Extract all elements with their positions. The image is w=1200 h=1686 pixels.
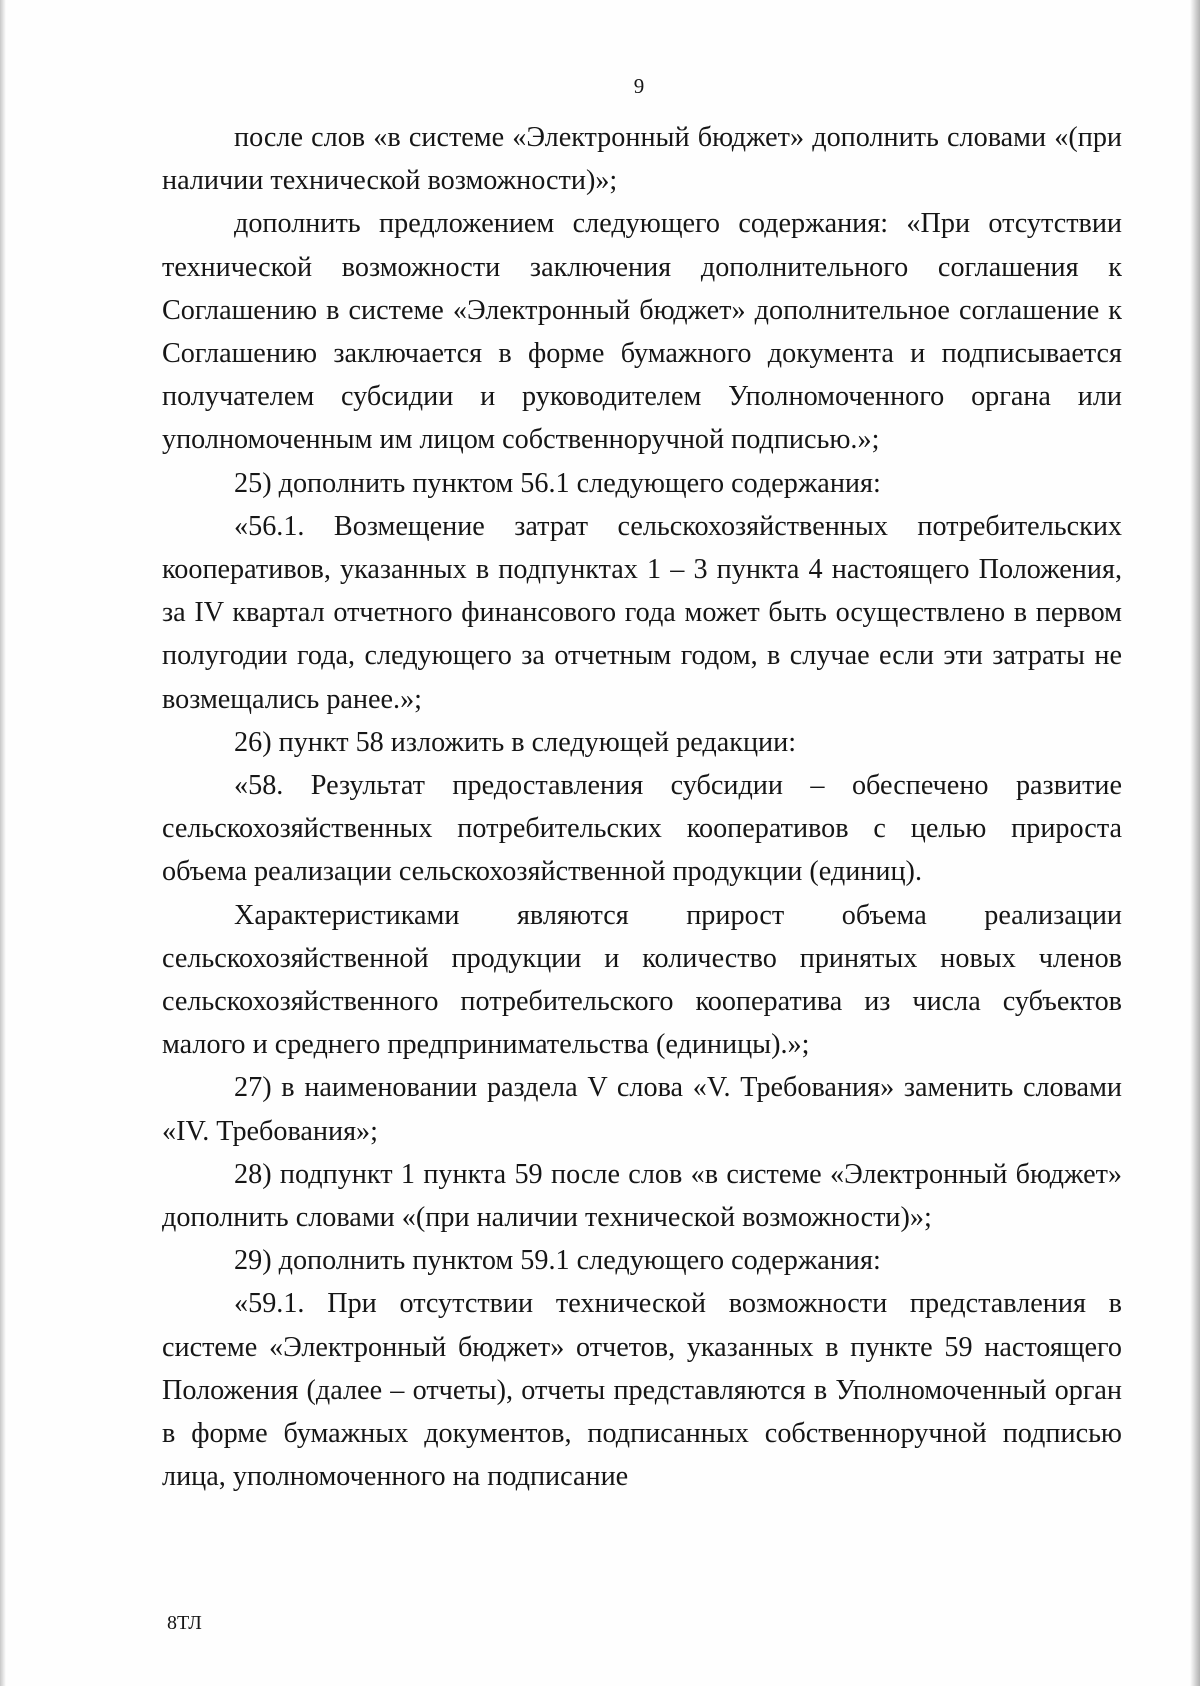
- page-number: 9: [633, 74, 645, 98]
- paragraph-7: Характеристиками являются прирост объема реализации сельскохозяйственной продукции и количество принятых новых членов сельскохозяйственного потребительского кооператива из числа субъектов малого и среднего предпринимательства (единицы).»;: [162, 899, 1122, 1061]
- paragraph-11: «59.1. При отсутствии технической возможности представления в системе «Электронный бюджет» отчетов, указанных в пункте 59 настоящего Положения (далее – отчеты), отчеты представляются в Уполномоченный орган в форме бумажных документов, подписанных собственноручной подписью лица, уполномоченного на подписание: [162, 1288, 1122, 1493]
- paragraph-9: 28) подпункт 1 пункта 59 после слов «в системе «Электронный бюджет» дополнить словами «(при наличии технической возможности)»;: [162, 1158, 1122, 1234]
- paragraph-3: 25) дополнить пунктом 56.1 следующего содержания:: [234, 467, 881, 499]
- scan-edge-left: [0, 0, 6, 1686]
- paragraph-8: 27) в наименовании раздела V слова «V. Требования» заменить словами «IV. Требования»;: [162, 1072, 1122, 1147]
- document-body: [162, 116, 1122, 1499]
- footer-code: 8ТЛ: [167, 1612, 202, 1634]
- paragraph-1: после слов «в системе «Электронный бюджет» дополнить словами «(при наличии технической возможности)»;: [162, 122, 1122, 197]
- paragraph-4: «56.1. Возмещение затрат сельскохозяйственных потребительских кооперативов, указанных в подпунктах 1 – 3 пункта 4 настоящего Положения, за IV квартал отчетного финансового года может быть осуществлено в первом полугодии года, следующего за отчетным годом, в случае если эти затраты не возмещались ранее.»;: [162, 510, 1122, 715]
- scan-edge-right: [1190, 0, 1200, 1686]
- paragraph-2: дополнить предложением следующего содержания: «При отсутствии технической возможности заключения дополнительного соглашения к Соглашению в системе «Электронный бюджет» дополнительное соглашение к Соглашению заключается в форме бумажного документа и подписывается получателем субсидии и руководителем Уполномоченного органа или уполномоченным им лицом собственноручной подписью.»;: [162, 208, 1122, 456]
- paragraph-5: 26) пункт 58 изложить в следующей редакции:: [234, 726, 797, 758]
- paragraph-6: «58. Результат предоставления субсидии – обеспечено развитие сельскохозяйственных потребительских кооперативов с целью прироста объема реализации сельскохозяйственной продукции (единиц).: [162, 770, 1122, 888]
- paragraph-10: 29) дополнить пунктом 59.1 следующего содержания:: [234, 1245, 881, 1277]
